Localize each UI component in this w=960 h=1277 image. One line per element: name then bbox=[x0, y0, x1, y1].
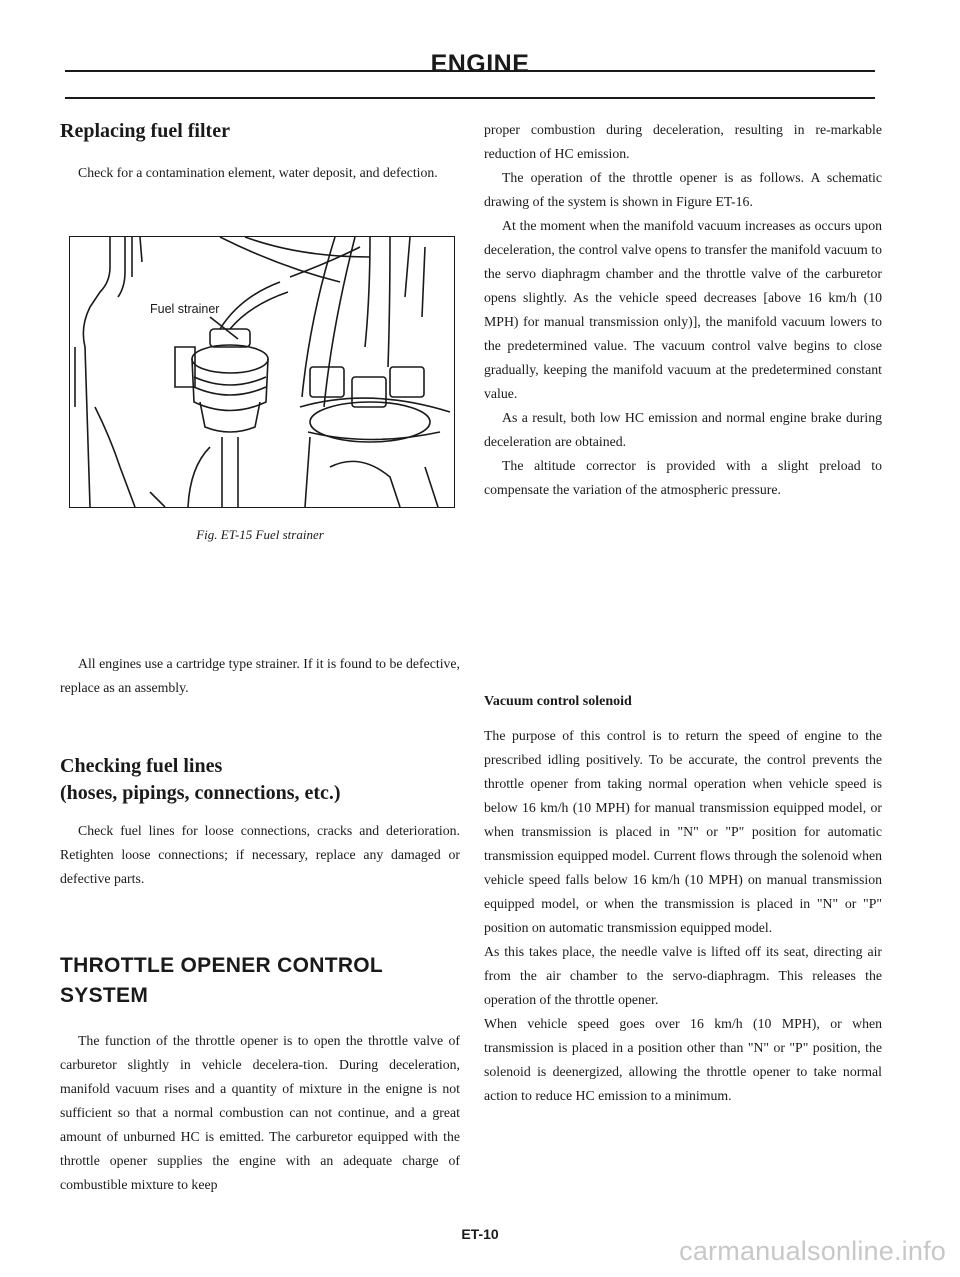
watermark: carmanualsonline.info bbox=[679, 1236, 946, 1266]
paragraph-altitude-corrector: The altitude corrector is provided with a slight preload to compensate the variation of the atmospheric pressure. bbox=[484, 458, 882, 497]
paragraph-proper-combustion: proper combustion during deceleration, resulting in re-markable reduction of HC emission. bbox=[484, 122, 882, 161]
heading-vacuum-control-solenoid: Vacuum control solenoid bbox=[484, 694, 632, 709]
paragraph-check-contamination: Check for a contamination element, water deposit, and defection. bbox=[78, 165, 438, 180]
page-number: ET-10 bbox=[461, 1226, 499, 1242]
paragraph-low-hc: As a result, both low HC emission and normal engine brake during deceleration are obtained. bbox=[484, 410, 882, 449]
heading-system: SYSTEM bbox=[60, 984, 149, 1007]
paragraph-solenoid-purpose: The purpose of this control is to return the speed of engine to the prescribed idling positively. To be accurate, the control prevents the throttle opener from taking normal operation when vehicle speed is below 16 km/h (10 MPH) for manual transmission equipped model, or when transmission is placed in "N" or "P" position for automatic transmission equipped model. Current flows through the solenoid when vehicle speed falls below 16 km/h (10 MPH) on manual transmission equipped model, or when the transmission is placed in "N" or "P" position on automatic transmission equipped model. bbox=[484, 728, 882, 935]
paragraph-deenergized: When vehicle speed goes over 16 km/h (10 MPH), or when transmission is placed in a position other than "N" or "P" position, the solenoid is deenergized, allowing the throttle opener to take normal action to reduce HC emission to a minimum. bbox=[484, 1016, 882, 1103]
paragraph-manifold-vacuum: At the moment when the manifold vacuum increases as occurs upon deceleration, the control valve opens to transfer the manifold vacuum to the servo diaphragm chamber and the throttle valve of the carburetor opens slightly. As the vehicle speed decreases [above 16 km/h (10 MPH) for manual transmission only)], the manifold vacuum lowers to the predetermined value. The vacuum control valve begins to close gradually, keeping the manifold vacuum at the predetermined constant value. bbox=[484, 218, 882, 401]
paragraph-operation: The operation of the throttle opener is as follows. A schematic drawing of the system is shown in Figure ET-16. bbox=[484, 170, 882, 209]
heading-throttle-opener: THROTTLE OPENER CONTROL bbox=[60, 954, 384, 977]
fuel-strainer-figure bbox=[69, 236, 455, 508]
right-column-lower bbox=[484, 692, 882, 1108]
figure-label-fuel-strainer: Fuel strainer bbox=[150, 302, 220, 316]
right-column bbox=[484, 118, 882, 502]
header-rule-bottom bbox=[65, 97, 875, 99]
paragraph-check-fuel-lines: Check fuel lines for loose connections, cracks and deterioration. Retighten loose connections; if necessary, replace any damaged or defective parts. bbox=[60, 823, 460, 886]
left-column bbox=[60, 118, 460, 185]
heading-replacing-fuel-filter: Replacing fuel filter bbox=[60, 120, 230, 142]
paragraph-cartridge-strainer: All engines use a cartridge type strainer. If it is found to be defective, replace as an assembly. bbox=[60, 656, 460, 695]
heading-checking-fuel-lines: Checking fuel lines bbox=[60, 755, 223, 777]
paragraph-needle-valve: As this takes place, the needle valve is lifted off its seat, directing air from the air chamber to the servo-diaphragm. This releases the operation of the throttle opener. bbox=[484, 944, 882, 1007]
left-column-lower bbox=[60, 652, 460, 1197]
page-title: ENGINE bbox=[430, 50, 530, 78]
figure-caption: Fig. ET-15 Fuel strainer bbox=[196, 527, 324, 542]
paragraph-throttle-opener-function: The function of the throttle opener is to open the throttle valve of carburetor slightly in vehicle decelera-tion. During deceleration, manifold vacuum rises and a quantity of mixture in the enigne is not sufficient so that a normal combustion can not continue, and a great amount of unburned HC is emitted. The carburetor equipped with the throttle opener supplies the engine with an adequate charge of combustible mixture to keep bbox=[60, 1033, 460, 1192]
heading-hoses-pipings: (hoses, pipings, connections, etc.) bbox=[60, 782, 341, 804]
fuel-strainer-illustration bbox=[70, 237, 454, 507]
